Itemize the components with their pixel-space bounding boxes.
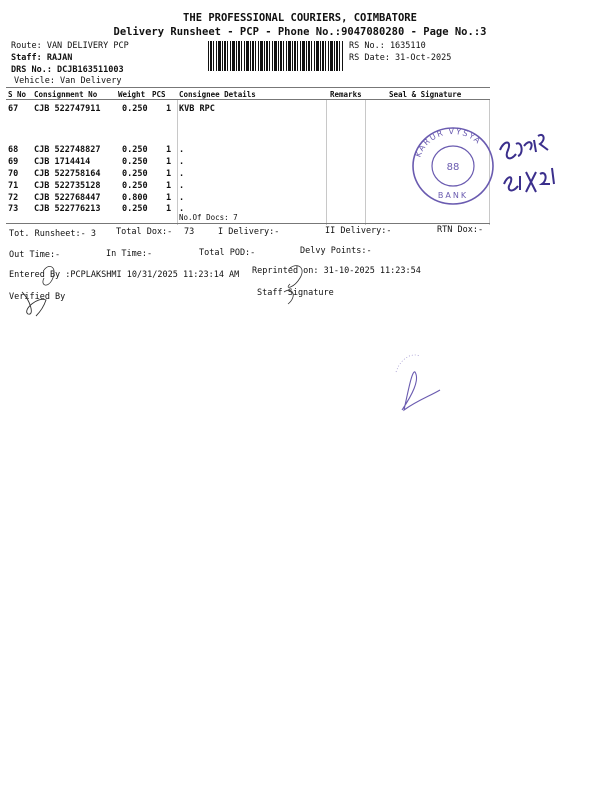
row-pcs: 1 [166,169,172,179]
row-consignee: . [179,145,185,155]
total-dox-value: 73 [184,227,195,237]
in-time: In Time:- [106,249,153,259]
row-pcs: 1 [166,145,172,155]
row-weight: 0.250 [122,169,148,179]
row-pcs: 1 [166,204,172,214]
ii-delivery: II Delivery:- [325,226,392,236]
verified-by: Verified By [9,292,66,302]
docs-count: No.Of Docs: 7 [179,213,238,222]
svg-text:88: 88 [446,162,460,173]
row-consignment: CJB 522748827 [34,145,101,155]
col-sno: S No [8,90,27,99]
row-consignee: . [179,193,185,203]
col-pcs: PCS [152,90,166,99]
row-consignment: CJB 522758164 [34,169,101,179]
row-weight: 0.250 [122,104,148,114]
company-name: THE PROFESSIONAL COURIERS, COIMBATORE [183,12,417,24]
row-consignee: . [179,181,185,191]
col-seal: Seal & Signature [389,90,462,99]
staff-label: Staff: RAJAN [11,53,73,63]
row-consignee: . [179,204,185,214]
row-sno: 73 [8,204,19,214]
row-weight: 0.800 [122,193,148,203]
row-sno: 68 [8,145,19,155]
col-remarks: Remarks [330,90,362,99]
drs-number: DRS No.: DCJB163511003 [11,65,124,75]
i-delivery: I Delivery:- [218,227,280,237]
row-sno: 70 [8,169,19,179]
row-sno: 72 [8,193,19,203]
row-pcs: 1 [166,181,172,191]
row-sno: 71 [8,181,19,191]
row-weight: 0.250 [122,204,148,214]
row-sno: 69 [8,157,19,167]
row-consignment: CJB 522776213 [34,204,101,214]
rtn-dox: RTN Dox:- [437,225,484,235]
total-pod: Total POD:- [199,248,256,258]
row-sno: 67 [8,104,19,114]
delvy-points: Delvy Points:- [300,246,372,256]
total-dox-label: Total Dox:- [116,227,173,237]
reprinted-on: Reprinted on: 31-10-2025 11:23:54 [252,266,421,276]
col-weight: Weight [118,90,146,99]
vehicle-label: Vehicle: Van Delivery [14,76,122,86]
row-pcs: 1 [166,193,172,203]
staff-signature: Staff Signature [257,288,334,298]
row-consignment: CJB 522747911 [34,104,101,114]
out-time: Out Time:- [9,250,61,260]
rs-date: RS Date: 31-Oct-2025 [349,53,452,63]
runsheet-title: Delivery Runsheet - PCP - Phone No.:9047080280 - Page No.:3 [113,26,487,38]
row-weight: 0.250 [122,157,148,167]
svg-text:KARUR VYSYA: KARUR VYSYA [413,126,484,159]
row-pcs: 1 [166,157,172,167]
row-consignment: CJB 1714414 [34,157,91,167]
row-consignee: KVB RPC [179,104,215,114]
row-consignment: CJB 522735128 [34,181,101,191]
handwritten-time [490,110,570,205]
rs-number: RS No.: 1635110 [349,41,426,51]
tot-runsheet: Tot. Runsheet:- 3 [9,229,96,239]
svg-text:BANK: BANK [437,191,469,200]
route-label: Route: VAN DELIVERY PCP [11,41,129,51]
entered-by: Entered By :PCPLAKSHMI 10/31/2025 11:23:14 AM [9,270,240,280]
row-consignee: . [179,169,185,179]
row-consignee: . [179,157,185,167]
row-consignment: CJB 522768447 [34,193,101,203]
col-consignment: Consignment No [34,90,98,99]
row-weight: 0.250 [122,181,148,191]
col-consignee: Consignee Details [179,90,256,99]
row-pcs: 1 [166,104,172,114]
row-weight: 0.250 [122,145,148,155]
